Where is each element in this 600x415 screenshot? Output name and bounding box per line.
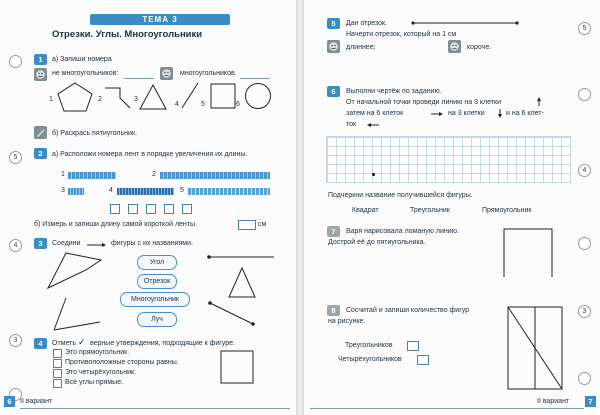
- triangles-answer[interactable]: [407, 341, 419, 351]
- pencil-icon: [34, 126, 47, 139]
- polygons-label: многоугольников.: [180, 70, 237, 77]
- square-figure: [210, 83, 236, 109]
- pentagon-figure: [57, 82, 93, 112]
- statement-text: Это прямоугольник.: [65, 349, 130, 356]
- task-3-text-rest: фигуры с их названиями.: [111, 240, 193, 247]
- ribbon-band: [68, 172, 116, 179]
- task-1b-text: б) Раскрась пятиугольник.: [52, 130, 137, 137]
- band-label: 3: [61, 187, 65, 194]
- task-number: 7: [327, 226, 340, 237]
- angle-figure: [180, 82, 200, 110]
- binding-hole-number: 5: [578, 22, 591, 35]
- figure-label: 5: [201, 101, 205, 108]
- ribbon-band: [68, 188, 84, 195]
- figure-label: 4: [175, 101, 179, 108]
- statement-checkbox[interactable]: [53, 359, 62, 368]
- face-icon: [160, 67, 173, 80]
- band-label: 2: [152, 171, 156, 178]
- task-6-instruction: ток: [346, 121, 357, 128]
- statement-text: Противоположные стороны равны.: [65, 359, 179, 366]
- task-6-instruction: и на 6 клет-: [506, 110, 544, 117]
- shape-option[interactable]: Прямоугольник: [482, 207, 532, 214]
- task-6-instruction: От начальной точки проведи линию на 3 клетки: [346, 99, 501, 106]
- task-number: 4: [34, 338, 47, 349]
- name-option-polygon[interactable]: Многоугольник: [120, 292, 190, 307]
- page-gutter: [296, 0, 304, 415]
- task-number: 2: [34, 148, 47, 159]
- arrow-down-icon: [497, 108, 503, 118]
- statement-text: Все углы прямые.: [65, 379, 124, 386]
- quadrilaterals-label: Четырёхугольников: [338, 356, 402, 363]
- binding-hole: [578, 237, 591, 250]
- binding-hole: [9, 55, 22, 68]
- face-icon: [327, 40, 340, 53]
- binding-hole-number: 4: [9, 239, 22, 252]
- triangle-figure: [139, 84, 167, 110]
- task-8-text: Сосчитай и запиши количество фигур: [346, 307, 470, 314]
- binding-hole-number: 5: [9, 151, 22, 164]
- statement-text: Это четырёхугольник.: [65, 369, 136, 376]
- task-7-text: Варя нарисовала ломаную линию.: [346, 228, 459, 235]
- statement-checkbox[interactable]: [53, 379, 62, 388]
- task-6-instruction: на 3 клетки: [448, 110, 485, 117]
- longer-label: длиннее;: [346, 44, 376, 51]
- task-2a-text: а) Расположи номера лент в порядке увеличения их длины.: [52, 151, 248, 158]
- given-segment: [410, 20, 520, 26]
- page-number-badge: 6: [4, 396, 15, 407]
- non-polygons-label: не многоугольников:: [52, 70, 119, 77]
- figure-label: 2: [98, 96, 102, 103]
- task-6-instruction: затем на 6 клеток: [346, 110, 404, 117]
- composite-figure: [507, 306, 563, 390]
- figure-label: 6: [236, 101, 240, 108]
- task-5-text: Дан отрезок.: [346, 20, 388, 27]
- drawing-grid[interactable]: [326, 136, 571, 183]
- face-icon: [448, 40, 461, 53]
- angle-figure: [52, 296, 102, 332]
- statement-checkbox[interactable]: [53, 369, 62, 378]
- task-4-text: Отметь: [52, 340, 76, 347]
- task-number: 5: [327, 18, 340, 29]
- variant-label: II вариант: [537, 398, 570, 405]
- ribbon-band: [188, 188, 270, 195]
- task-5-text-line2: Начерти отрезок, который на 1 см: [346, 31, 457, 38]
- polyline-figure: [104, 84, 132, 110]
- polyline-figure: [502, 227, 554, 279]
- checkmark-icon: ✓: [78, 337, 86, 347]
- answer-line: [124, 78, 154, 79]
- square-figure: [220, 350, 254, 384]
- face-icon: [34, 68, 47, 81]
- task-1a-text: а) Запиши номера: [52, 56, 112, 63]
- footer-rule: [20, 408, 290, 409]
- binding-hole-number: 4: [578, 164, 591, 177]
- start-point: [372, 173, 375, 176]
- task-number: 8: [327, 305, 340, 316]
- answer-box[interactable]: [164, 204, 174, 214]
- length-answer-box[interactable]: [238, 220, 256, 230]
- quadrilateral-figure: [46, 250, 104, 290]
- answer-line: [240, 78, 270, 79]
- triangle-figure: [227, 267, 257, 299]
- footer-rule: [310, 408, 584, 409]
- shape-option[interactable]: Треугольник: [410, 207, 450, 214]
- task-3-text: Соедини: [52, 240, 81, 247]
- answer-box[interactable]: [110, 204, 120, 214]
- statement-checkbox[interactable]: [53, 349, 62, 358]
- page-title: Отрезки. Углы. Многоугольники: [52, 29, 203, 40]
- figure-label: 3: [134, 96, 138, 103]
- quadrilaterals-answer[interactable]: [417, 355, 429, 365]
- theme-banner: ТЕМА 3: [90, 14, 230, 25]
- answer-box[interactable]: [182, 204, 192, 214]
- figure-label: 1: [49, 96, 53, 103]
- underline-instruction: Подчеркни название получившейся фигуры.: [328, 192, 473, 199]
- ribbon-band: [117, 188, 174, 195]
- answer-box[interactable]: [146, 204, 156, 214]
- circle-figure: [244, 82, 272, 110]
- arrow-icon: [86, 241, 108, 249]
- name-option-ray[interactable]: Луч: [137, 312, 177, 327]
- task-7-text-line2: Дострой её до пятиугольника.: [328, 239, 426, 246]
- task-6-text: Выполни чертёж по заданию.: [346, 88, 442, 95]
- page-number-badge: 7: [585, 396, 596, 407]
- band-label: 5: [180, 187, 184, 194]
- task-8-text-line2: на рисунке.: [328, 318, 366, 325]
- task-number: 6: [327, 86, 340, 97]
- binding-hole: [578, 88, 591, 101]
- shape-option[interactable]: Квадрат: [352, 207, 379, 214]
- name-option-angle[interactable]: Угол: [137, 255, 177, 270]
- segment-figure: [207, 300, 257, 328]
- task-number: 3: [34, 238, 47, 249]
- binding-hole: [578, 372, 591, 385]
- task-4-text-rest: верные утверждения, подходящие к фигуре.: [90, 340, 235, 347]
- ribbon-band: [160, 172, 270, 179]
- binding-hole-number: 3: [578, 305, 591, 318]
- binding-hole-number: 3: [9, 334, 22, 347]
- variant-label: II вариант: [20, 398, 53, 405]
- arrow-right-icon: [430, 111, 444, 117]
- task-number: 1: [34, 54, 47, 65]
- answer-box[interactable]: [128, 204, 138, 214]
- arrow-left-icon: [366, 122, 380, 128]
- task-2b-text: б) Измерь и запиши длину самой короткой ленты.: [34, 221, 197, 228]
- unit-label: см: [258, 221, 267, 228]
- band-label: 1: [61, 171, 65, 178]
- name-option-segment[interactable]: Отрезок: [137, 274, 177, 289]
- band-label: 4: [109, 187, 113, 194]
- shorter-label: короче.: [467, 44, 492, 51]
- arrow-up-icon: [536, 97, 542, 107]
- triangles-label: Треугольников: [345, 342, 393, 349]
- ray-figure: [206, 254, 276, 260]
